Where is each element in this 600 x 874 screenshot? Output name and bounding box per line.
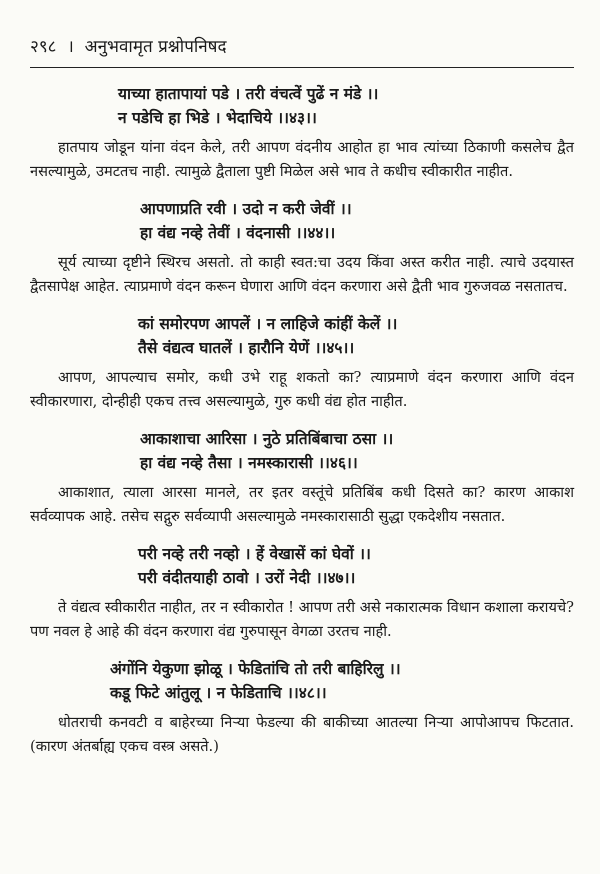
book-title: अनुभवामृत प्रश्नोपनिषद [84,37,227,57]
verse-line: अंगोंनि येकुणा झोळू । फेडितांचि तो तरी बाहिरिलु ।। [110,659,401,678]
commentary-paragraph: ते वंद्यत्व स्वीकारीत नाहीत, तर न स्वीकारोत ! आपण तरी असे नकारात्मक विधान कशाला करायचे? पण नवल हे आहे की वंदन करणारा वंद्य गुरुपासून वेगळा उरतच नाही. [30,599,574,640]
verse-45 [138,312,574,360]
verse-line: परी नव्हे तरी नव्हो । हें वेखासें कां घेवों ।। [138,544,371,563]
verse-48 [110,657,574,705]
commentary-paragraph: आपण, आपल्याच समोर, कधी उभे राहू शकतो का? त्याप्रमाणे वंदन करणारा आणि वंदन स्वीकारणारा, दोन्हीही एकच तत्त्व असल्यामुळे, गुरु कधी वंद्य होत नाहीत. [30,369,574,410]
commentary-paragraph: आकाशात, त्याला आरसा मानले, तर इतर वस्तूंचे प्रतिबिंब कधी दिसते का? कारण आकाश सर्वव्यापक आहे. तसेच सद्गुरु सर्वव्यापी असल्यामुळे नमस्कारासाठी सुद्धा एकदेशीय नसतात. [30,484,574,525]
section-44 [30,197,574,298]
verse-line: हा वंद्य नव्हे तैसा । नमस्कारासी ।।४६।। [140,453,358,472]
verse-43 [118,82,574,130]
verse-line: परी वंदीतयाही ठावो । उरों नेदी ।।४७।। [138,568,356,587]
commentary-paragraph: धोतराची कनवटी व बाहेरच्या निऱ्या फेडल्या की बाकीच्या आतल्या निऱ्या आपोआपच फिटतात. (कारण अंतर्बाह्य एकच वस्त्र असते.) [30,714,574,755]
commentary-paragraph: हातपाय जोडून यांना वंदन केले, तरी आपण वंदनीय आहोत हा भाव त्यांच्या ठिकाणी कसलेच द्वैत नसल्यामुळे, उमटतच नाही. त्यामुळे द्वैताला पुष्टी मिळेल असे भाव ते कधीच स्वीकारीत नाहीत. [30,139,574,180]
verse-line: न पडेचि हा भिडे । भेदाचिये ।।४३।। [118,108,317,127]
verse-line: हा वंद्य नव्हे तेवीं । वंदनासी ।।४४।। [140,223,336,242]
verse-line: याच्या हातापायां पडे । तरी वंचत्वें पुढें न मंडे ।। [118,84,379,103]
verse-47 [138,542,574,590]
section-46 [30,427,574,528]
page-number: २९८ [30,37,57,57]
verse-line: आकाशाचा आरिसा । नुठे प्रतिबिंबाचा ठसा ।। [140,429,394,448]
verse-46 [140,427,574,475]
commentary-paragraph: सूर्य त्याच्या दृष्टीने स्थिरच असतो. तो काही स्वत:चा उदय किंवा अस्त करीत नाही. त्याचे उदयास्त द्वैतसापेक्ष आहेत. त्याप्रमाणे वंदन करून घेणारा आणि वंदन करणारा असे द्वैती भाव गुरुजवळ नसतातच. [30,254,574,295]
verse-line: कां समोरपण आपलें । न लाहिजे कांहीं केलें ।। [138,314,398,333]
section-48 [30,657,574,758]
verse-line: तैसे वंद्यत्व घातलें । हारौनि येणें ।।४५।। [138,338,355,357]
verse-line: कडू फिटे आंतुलू । न फेडिताचि ।।४८।। [110,683,327,702]
section-45 [30,312,574,413]
section-43 [30,82,574,183]
header-separator: । [61,37,80,57]
header-rule [30,67,574,68]
verse-44 [140,197,574,245]
verse-line: आपणाप्रति रवी । उदो न करी जेवीं ।। [140,199,352,218]
page-header [30,36,574,58]
section-47 [30,542,574,643]
